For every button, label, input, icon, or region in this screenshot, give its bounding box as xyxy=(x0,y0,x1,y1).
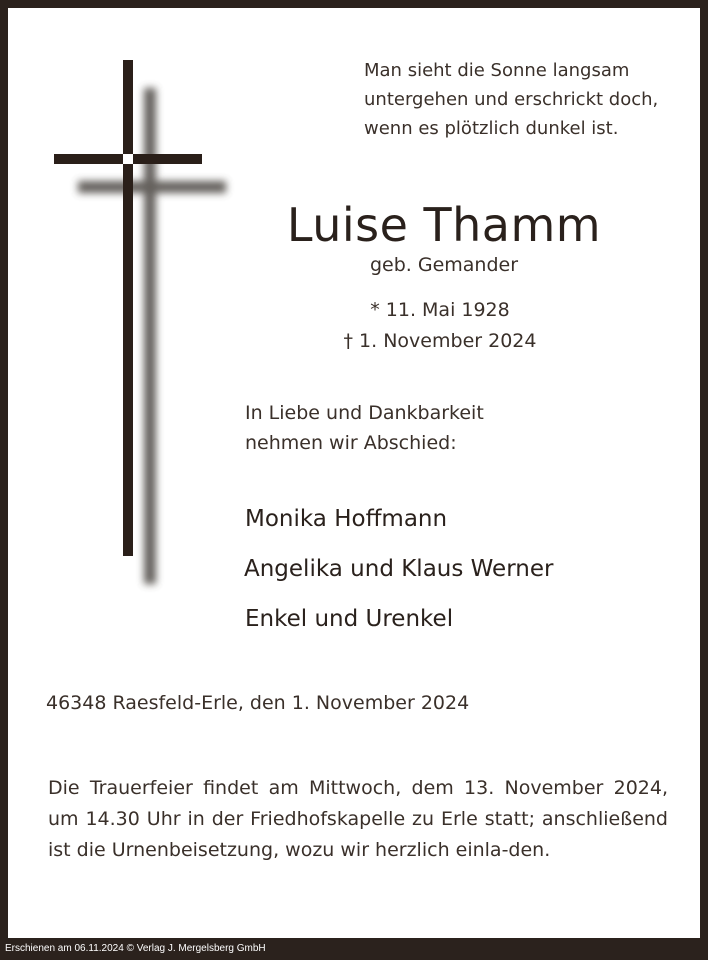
mourner-name: Enkel und Urenkel xyxy=(245,606,454,632)
death-date: † 1. November 2024 xyxy=(343,330,537,352)
mourner-name: Angelika und Klaus Werner xyxy=(244,556,554,582)
poem-line: wenn es plötzlich dunkel ist. xyxy=(364,118,619,139)
deceased-name: Luise Thamm xyxy=(286,198,602,252)
mourner-name: Monika Hoffmann xyxy=(245,506,448,532)
poem xyxy=(364,56,658,143)
obituary-card xyxy=(8,8,700,938)
publication-footer: Erschienen am 06.11.2024 © Verlag J. Mergelsberg GmbH xyxy=(5,943,266,954)
birth-name: geb. Gemander xyxy=(369,254,519,276)
poem-line: Man sieht die Sonne langsam xyxy=(364,60,630,81)
intro-line: nehmen wir Abschied: xyxy=(245,432,457,454)
farewell-intro xyxy=(245,398,484,458)
poem-line: untergehen und erschrickt doch, xyxy=(364,89,659,110)
birth-date: * 11. Mai 1928 xyxy=(370,299,510,321)
service-notice: Die Trauerfeier findet am Mittwoch, dem 13. November 2024, um 14.30 Uhr in der Friedhofskapelle zu Erle statt; anschließend ist die Urnenbeisetzung, wozu wir herzlich einla-den. xyxy=(48,777,668,861)
place-and-date: 46348 Raesfeld-Erle, den 1. November 2024 xyxy=(46,692,470,714)
life-dates xyxy=(8,295,700,357)
intro-line: In Liebe und Dankbarkeit xyxy=(245,402,484,424)
